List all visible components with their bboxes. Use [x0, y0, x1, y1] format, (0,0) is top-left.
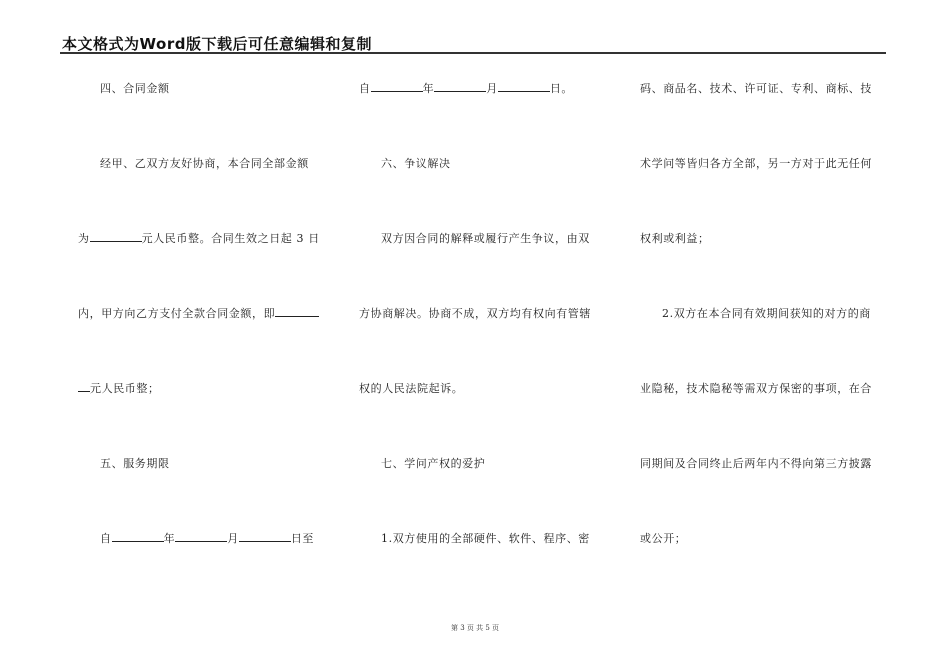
- column-middle: [359, 0, 609, 672]
- paragraph-line: 方协商解决。协商不成，双方均有权向有管辖: [359, 307, 591, 320]
- document-header-title: 本文格式为Word版下载后可任意编辑和复制: [62, 35, 372, 53]
- paragraph-line: 经甲、乙双方友好协商，本合同全部金额: [100, 157, 309, 170]
- paragraph-line: 或公开；: [640, 532, 687, 545]
- blank-field: [371, 81, 423, 92]
- text-fragment: 日。: [549, 82, 574, 95]
- text-fragment: 年: [163, 532, 176, 545]
- blank-field: [275, 306, 319, 317]
- paragraph-line: [78, 380, 160, 396]
- text-fragment: 自: [359, 82, 371, 95]
- text-fragment: 月: [486, 82, 498, 95]
- text-fragment: 内，甲方向乙方支付全款合同金额，即: [78, 307, 276, 320]
- text-fragment: 月: [227, 532, 239, 545]
- paragraph-line: [100, 530, 314, 546]
- section-heading-service-period: 五、服务期限: [100, 457, 170, 470]
- blank-field: [175, 531, 227, 542]
- blank-field: [498, 81, 550, 92]
- blank-field: [239, 531, 291, 542]
- page-number-footer: 第 3 页 共 5 页: [450, 624, 500, 632]
- text-fragment: 年: [422, 82, 435, 95]
- section-heading-intellectual-property: 七、学问产权的爱护: [381, 457, 486, 470]
- text-fragment: 元人民币整；: [90, 382, 160, 395]
- paragraph-line: 1.双方使用的全部硬件、软件、程序、密: [381, 532, 590, 545]
- column-left: [78, 0, 328, 672]
- section-heading-contract-amount: 四、合同金额: [100, 82, 170, 95]
- text-fragment: 元人民币整。合同生效之日起 3 日: [141, 232, 320, 245]
- text-fragment: 自: [100, 532, 112, 545]
- column-right: [640, 0, 890, 672]
- blank-field: [90, 231, 142, 242]
- blank-field: [78, 381, 90, 392]
- paragraph-line: 2.双方在本合同有效期间获知的对方的商: [662, 307, 871, 320]
- paragraph-line: 双方因合同的解释或履行产生争议，由双: [381, 232, 590, 245]
- paragraph-line: [78, 305, 319, 321]
- paragraph-line: 术学问等皆归各方全部，另一方对于此无任何: [640, 157, 872, 170]
- paragraph-line: 码、商品名、技术、许可证、专利、商标、技: [640, 82, 872, 95]
- paragraph-line: 权的人民法院起诉。: [359, 382, 464, 395]
- blank-field: [112, 531, 164, 542]
- paragraph-line: 同期间及合同终止后两年内不得向第三方披露: [640, 457, 872, 470]
- text-fragment: 为: [78, 232, 90, 245]
- blank-field: [434, 81, 486, 92]
- paragraph-line: [359, 80, 573, 96]
- paragraph-line: 业隐秘，技术隐秘等需双方保密的事项，在合: [640, 382, 872, 395]
- section-heading-dispute-resolution: 六、争议解决: [381, 157, 451, 170]
- paragraph-line: 权利或利益；: [640, 232, 710, 245]
- text-fragment: 日至: [290, 532, 315, 545]
- paragraph-line: [78, 230, 320, 246]
